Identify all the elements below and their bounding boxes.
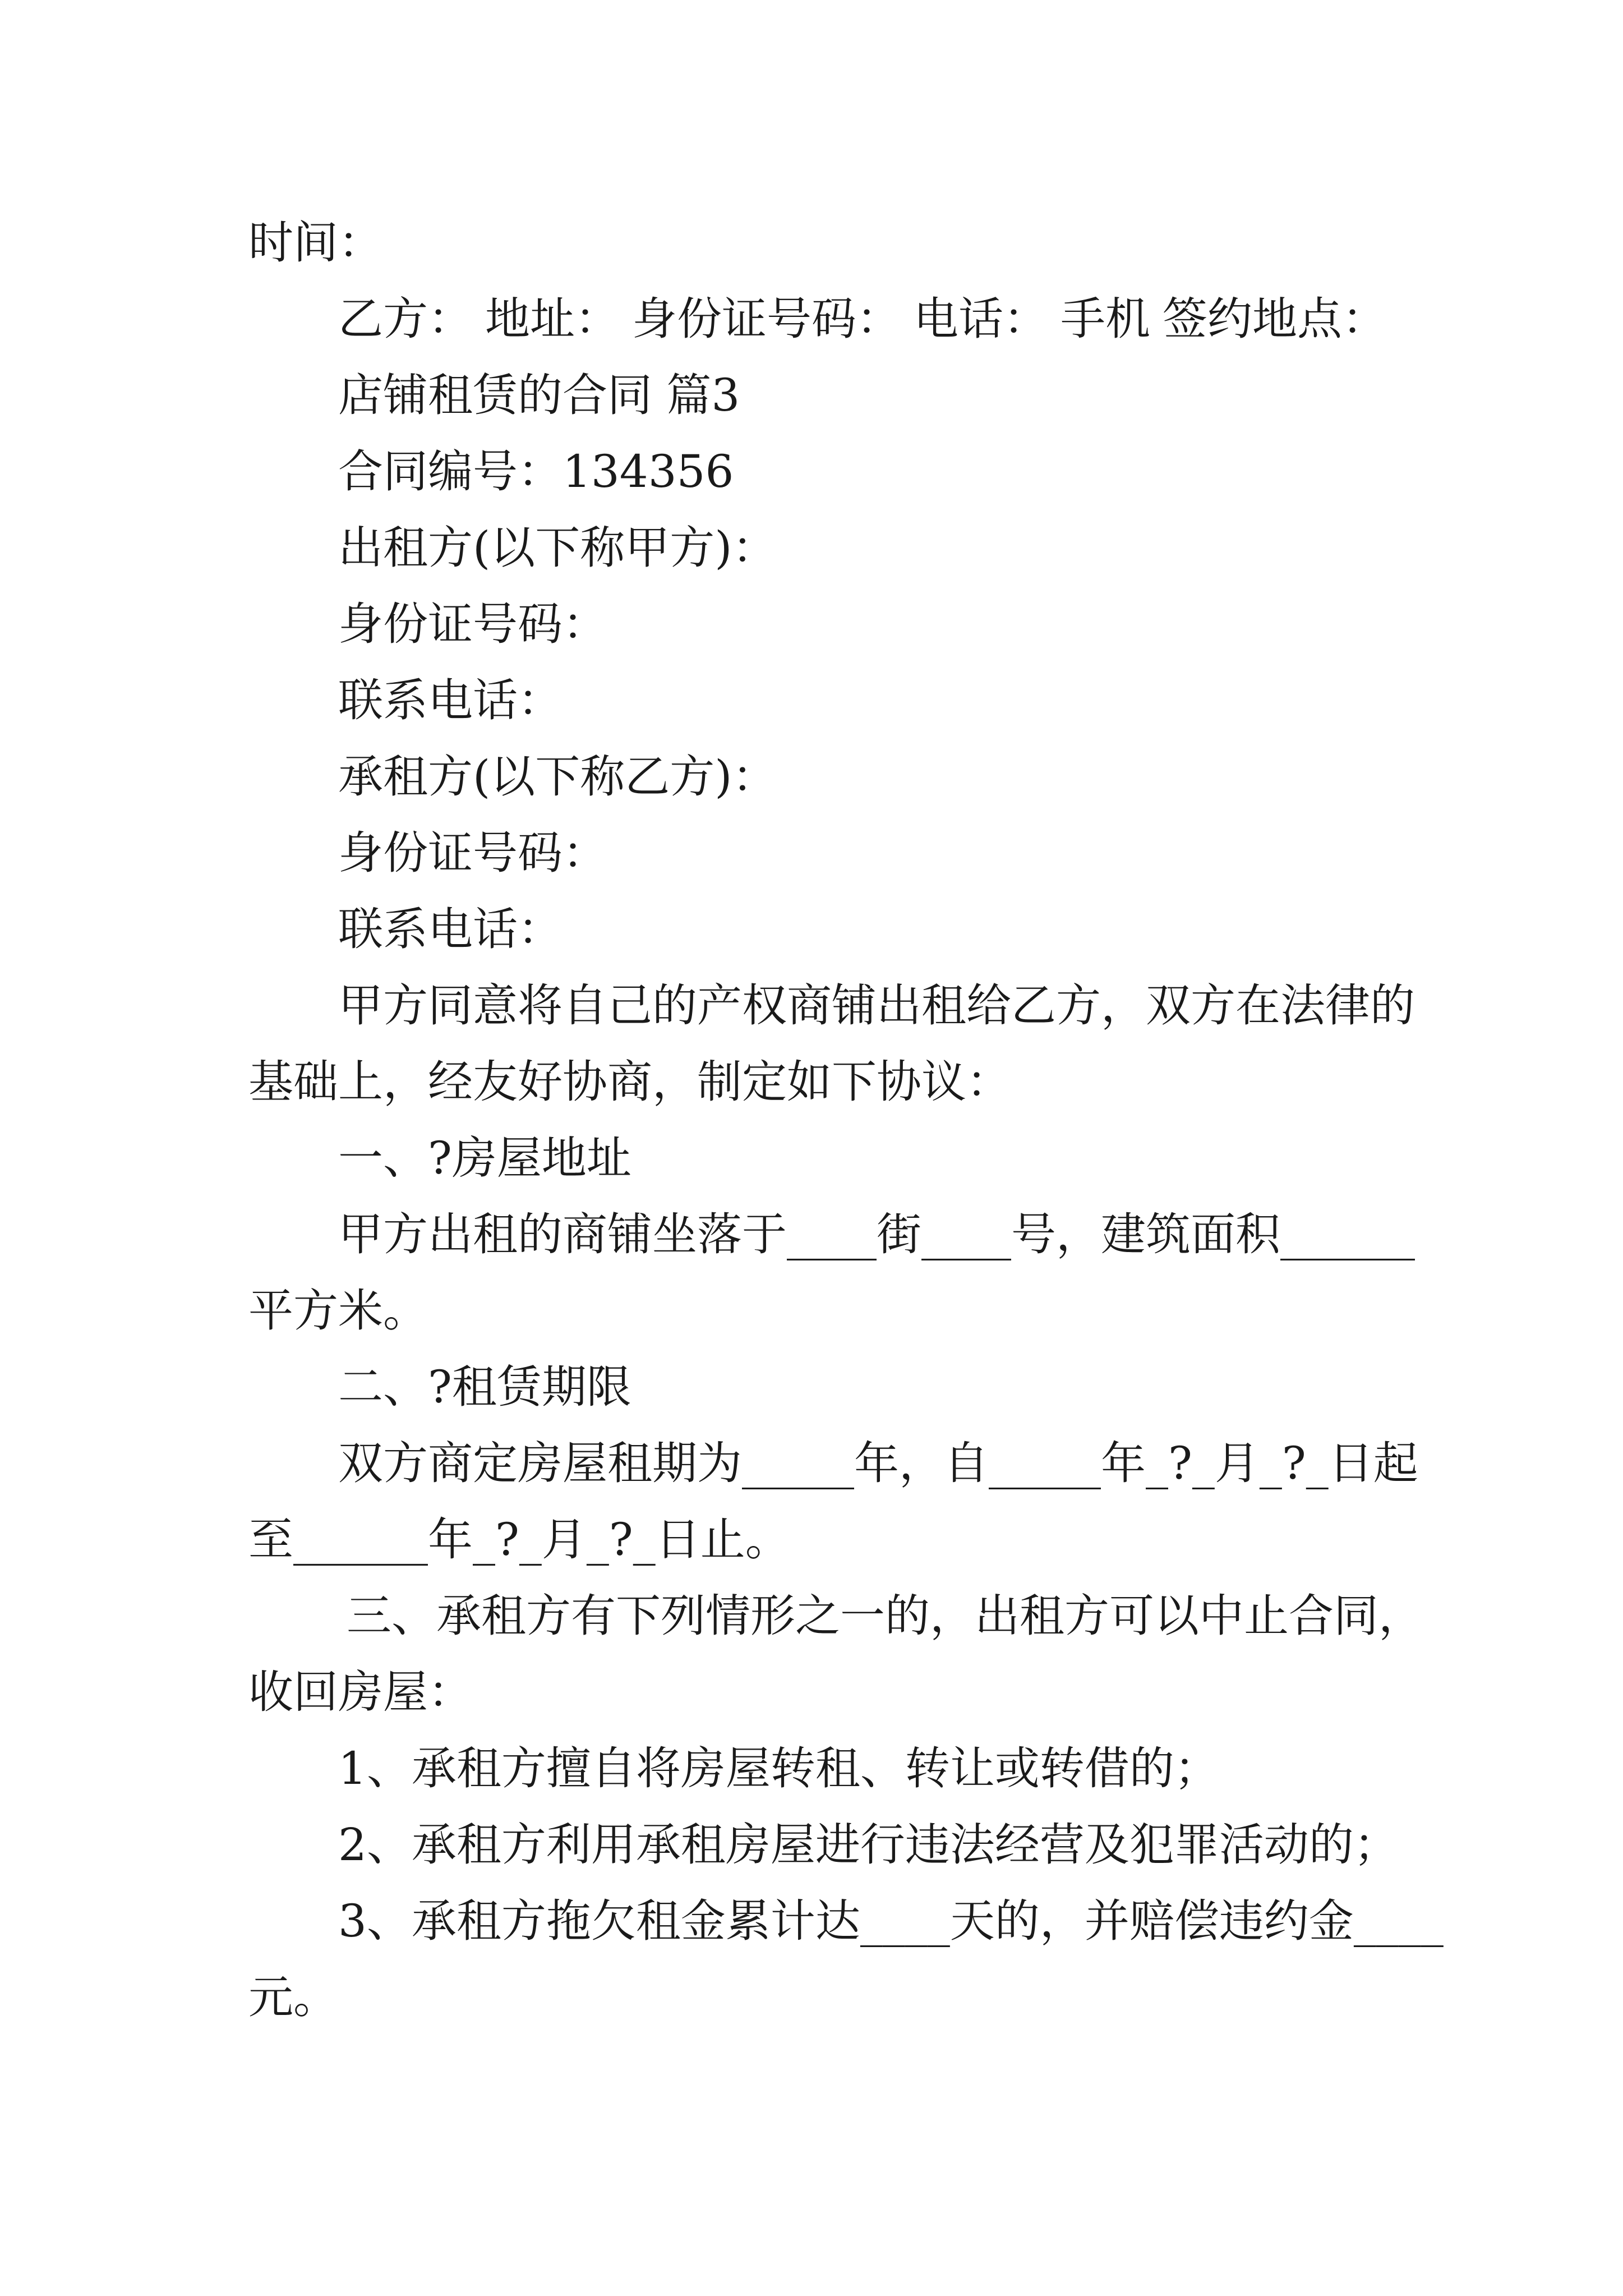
section-3-text-line-1: 三、承租方有下列情形之一的，出租方可以中止合同，	[347, 1590, 1423, 1642]
party-b-signature-row	[248, 281, 1387, 357]
section-1-text-line-2: 平方米。	[248, 1285, 428, 1337]
agreement-paragraph-line-1: 甲方同意将自己的产权商铺出租给乙方，双方在法律的	[338, 979, 1415, 1032]
clause-3-line-1: 3、承租方拖欠租金累计达____天的，并赔偿违约金____	[338, 1895, 1444, 1947]
lessor-label: 出租方(以下称甲方)：	[338, 522, 777, 574]
address-label: 地址：	[485, 293, 620, 345]
signing-place-label: 签约地点：	[1163, 293, 1387, 345]
lessee-label: 承租方(以下称乙方)：	[338, 751, 777, 803]
clause-3-line-2: 元。	[248, 1971, 338, 2023]
mobile-label: 手机	[1061, 293, 1150, 345]
clause-1: 1、承租方擅自将房屋转租、转让或转借的；	[338, 1742, 1219, 1795]
contract-title: 店铺租赁的合同 篇3	[338, 369, 740, 421]
document-body	[248, 205, 1444, 2036]
id-number-label: 身份证号码：	[632, 293, 901, 345]
lessee-id-label: 身份证号码：	[338, 827, 607, 879]
phone-label: 电话：	[914, 293, 1048, 345]
section-2-text-line-1: 双方商定房屋租期为_____年，自_____年_?_月_?_日起	[338, 1437, 1418, 1489]
agreement-paragraph-line-2: 基础上，经友好协商，制定如下协议：	[248, 1056, 1011, 1108]
section-1-text-line-1: 甲方出租的商铺坐落于____街____号，建筑面积______	[338, 1208, 1415, 1260]
lessee-phone-label: 联系电话：	[338, 903, 562, 955]
section-2-text-line-2: 至______年_?_月_?_日止。	[248, 1513, 790, 1566]
lessor-id-label: 身份证号码：	[338, 598, 607, 650]
clause-2: 2、承租方利用承租房屋进行违法经营及犯罪活动的；	[338, 1819, 1399, 1871]
section-2-heading: 二、?租赁期限	[338, 1361, 631, 1413]
party-b-label: 乙方：	[338, 293, 473, 345]
contract-number: 合同编号：134356	[338, 445, 734, 498]
time-label: 时间：	[248, 217, 383, 269]
section-3-text-line-2: 收回房屋：	[248, 1666, 473, 1718]
section-1-heading: 一、?房屋地址	[338, 1132, 631, 1184]
lessor-phone-label: 联系电话：	[338, 674, 562, 726]
